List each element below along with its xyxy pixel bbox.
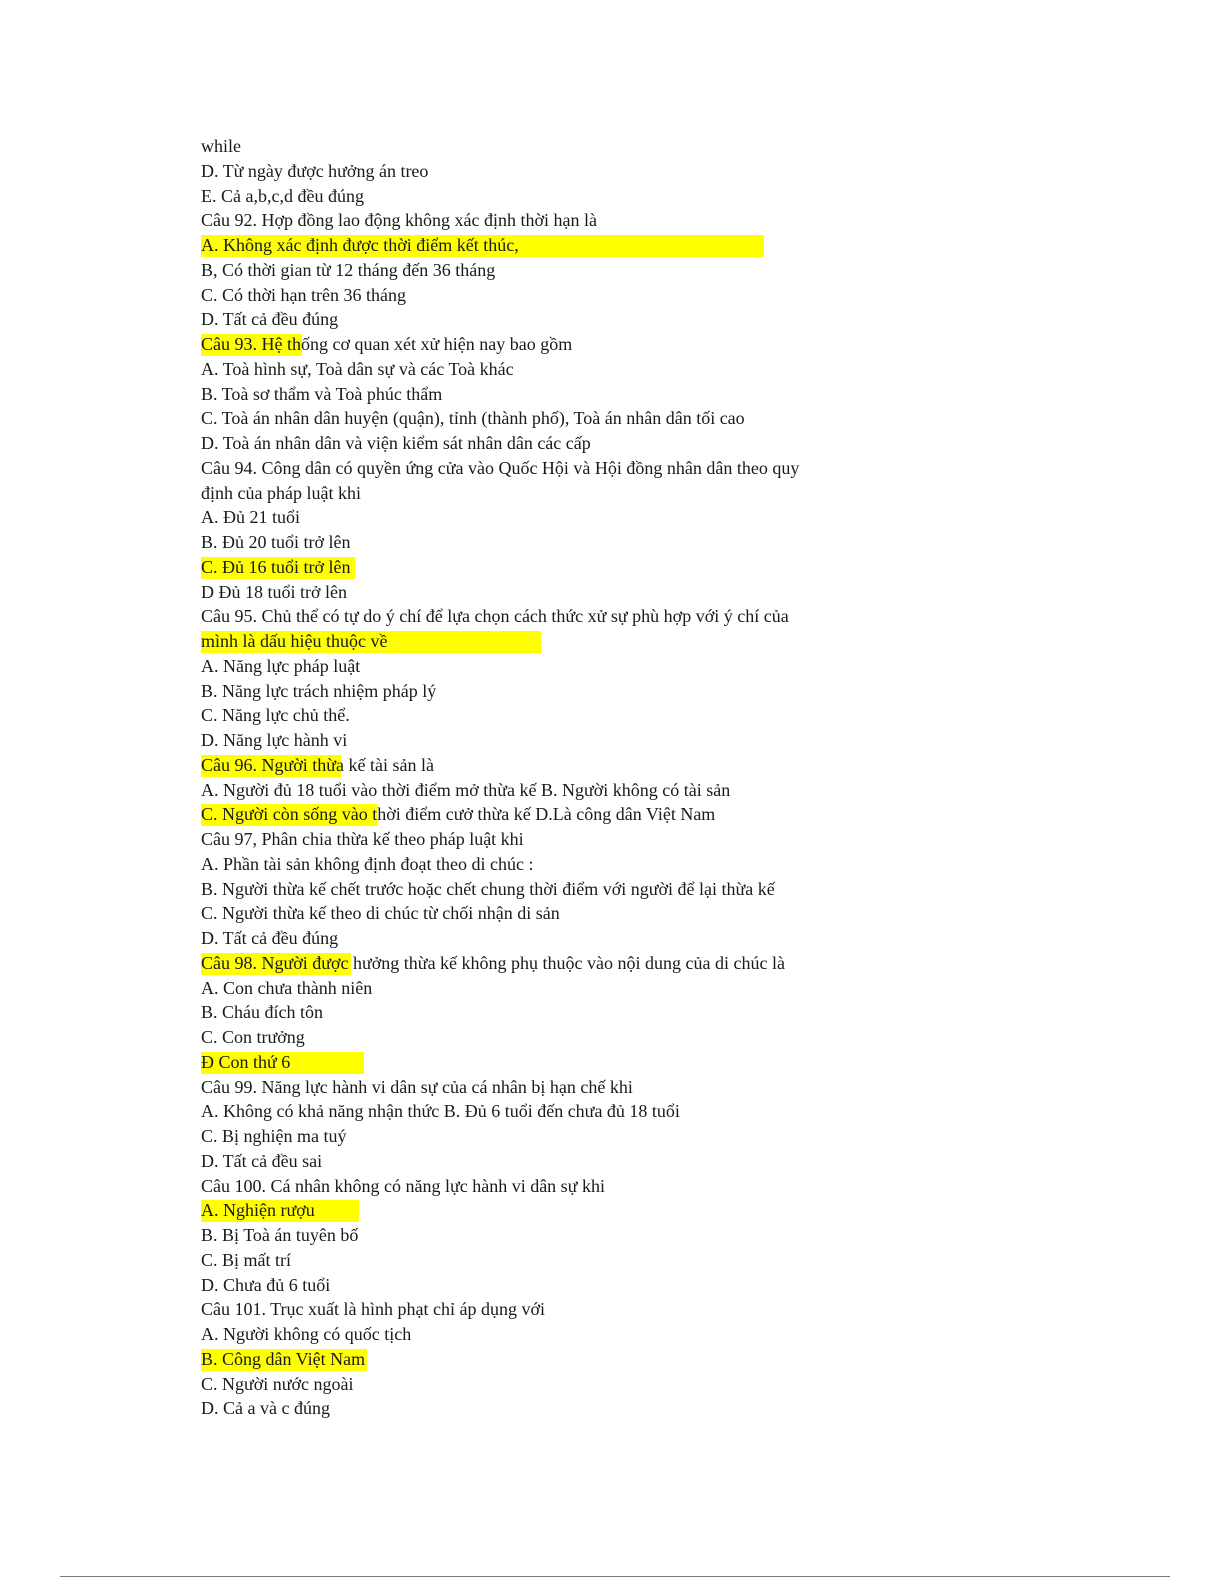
line-text: C. Người thừa kế theo di chúc từ chối nhận di sản: [201, 903, 560, 924]
answer-option-highlighted: [201, 1050, 1061, 1075]
line-text: Câu 97, Phân chia thừa kế theo pháp luật khi: [201, 829, 524, 849]
question-97: [201, 827, 1061, 852]
answer-option: [201, 505, 1061, 530]
answer-option-highlighted: [201, 1347, 1061, 1372]
answer-option: [201, 1248, 1061, 1273]
answer-option: [201, 406, 1061, 431]
line-text: C. Năng lực chủ thể.: [201, 705, 350, 726]
answer-option: [201, 1099, 1061, 1124]
line-text: B. Bị Toà án tuyên bố: [201, 1225, 359, 1245]
answer-option: [201, 1025, 1061, 1050]
answer-option: [201, 679, 1061, 704]
line-text: A. Đủ 21 tuổi: [201, 507, 300, 528]
answer-option: [201, 431, 1061, 456]
question-95: [201, 604, 1061, 629]
line-text: D. Năng lực hành vi: [201, 730, 348, 750]
line-text: E. Cả a,b,c,d đều đúng: [201, 185, 364, 206]
answer-option: [201, 580, 1061, 605]
line-text: Câu 98. Người được hưởng thừa kế không phụ thuộc vào nội dung của di chúc là: [201, 952, 785, 973]
answer-option: [201, 184, 1061, 209]
line-text: D. Từ ngày được hưởng án treo: [201, 160, 429, 181]
line-text: A. Nghiện rượu: [201, 1200, 315, 1221]
question-99: [201, 1075, 1061, 1100]
question-100: [201, 1174, 1061, 1199]
line-text: Câu 100. Cá nhân không có năng lực hành vi dân sự khi: [201, 1175, 605, 1196]
answer-option: [201, 1372, 1061, 1397]
line-text: A. Con chưa thành niên: [201, 977, 373, 998]
answer-option: [201, 778, 1061, 803]
answer-option: [201, 258, 1061, 283]
line-text: B. Cháu đích tôn: [201, 1002, 323, 1023]
line-text: định của pháp luật khi: [201, 482, 361, 503]
line-text: A. Không xác định được thời điểm kết thúc,: [201, 235, 519, 255]
line-text: D. Chưa đủ 6 tuổi: [201, 1274, 331, 1295]
line-text: Câu 94. Công dân có quyền ứng cửa vào Quốc Hội và Hội đồng nhân dân theo quy: [201, 457, 800, 478]
answer-option-highlighted: [201, 233, 1061, 258]
line-text: D. Tất cả đều đúng: [201, 309, 339, 330]
answer-option: [201, 1396, 1061, 1421]
answer-option: [201, 159, 1061, 184]
answer-option-highlighted: [201, 802, 1061, 827]
line-text: A. Người không có quốc tịch: [201, 1324, 412, 1344]
answer-option: [201, 728, 1061, 753]
question-98: [201, 951, 1061, 976]
line-text: A. Năng lực pháp luật: [201, 655, 361, 676]
document-body: [201, 134, 1061, 1421]
page-bottom-rule: [60, 1576, 1170, 1577]
line-text: C. Đủ 16 tuổi trở lên: [201, 556, 351, 577]
line-text: B. Công dân Việt Nam: [201, 1348, 366, 1369]
line-text: B. Đủ 20 tuổi trở lên: [201, 532, 351, 552]
line-text: mình là dấu hiệu thuộc về: [201, 631, 388, 651]
line-text: C. Có thời hạn trên 36 tháng: [201, 284, 406, 305]
answer-option-highlighted: [201, 555, 1061, 580]
line-text: C. Người còn sống vào thời điểm cưở thừa kế D.Là công dân Việt Nam: [201, 804, 716, 825]
answer-option-highlighted: [201, 1198, 1061, 1223]
line-text: C. Bị mất trí: [201, 1249, 291, 1270]
answer-option: [201, 976, 1061, 1001]
line-text: D. Toà án nhân dân và viện kiểm sát nhân dân các cấp: [201, 433, 591, 453]
line-text: B, Có thời gian từ 12 tháng đến 36 tháng: [201, 259, 496, 280]
line-text: Câu 92. Hợp đồng lao động không xác định thời hạn là: [201, 210, 597, 231]
line-text: D. Tất cả đều sai: [201, 1150, 323, 1171]
line-text: Câu 95. Chủ thể có tự do ý chí để lựa chọn cách thức xử sự phù hợp với ý chí của: [201, 606, 789, 627]
question-95-continued: [201, 629, 1061, 654]
line-text: D. Cả a và c đúng: [201, 1398, 330, 1419]
answer-option: [201, 1000, 1061, 1025]
answer-option: [201, 703, 1061, 728]
answer-option: [201, 654, 1061, 679]
answer-option: [201, 382, 1061, 407]
answer-option: [201, 307, 1061, 332]
text-line: [201, 134, 1061, 159]
line-text: Câu 99. Năng lực hành vi dân sự của cá nhân bị hạn chế khi: [201, 1076, 633, 1097]
answer-option: [201, 852, 1061, 877]
question-94: [201, 456, 1061, 481]
answer-option: [201, 926, 1061, 951]
line-text: C. Toà án nhân dân huyện (quận), tỉnh (thành phố), Toà án nhân dân tối cao: [201, 408, 745, 429]
answer-option: [201, 1149, 1061, 1174]
answer-option: [201, 1273, 1061, 1298]
answer-option: [201, 1322, 1061, 1347]
line-text: D. Tất cả đều đúng: [201, 928, 339, 948]
line-text: Câu 101. Trục xuất là hình phạt chỉ áp dụng với: [201, 1299, 545, 1320]
question-96: [201, 753, 1061, 778]
answer-option: [201, 1223, 1061, 1248]
answer-option: [201, 901, 1061, 926]
line-text: Đ Con thứ 6: [201, 1051, 291, 1072]
question-94-continued: [201, 481, 1061, 506]
line-text: A. Phần tài sản không định đoạt theo di chúc :: [201, 853, 534, 874]
line-text: Câu 93. Hệ thống cơ quan xét xử hiện nay bao gồm: [201, 334, 573, 354]
answer-option: [201, 1124, 1061, 1149]
answer-option: [201, 357, 1061, 382]
answer-option: [201, 530, 1061, 555]
line-text: B. Người thừa kế chết trước hoặc chết chung thời điểm với người để lại thừa kế: [201, 878, 775, 899]
line-text: C. Bị nghiện ma tuý: [201, 1126, 347, 1146]
line-text: C. Người nước ngoài: [201, 1373, 354, 1394]
answer-option: [201, 283, 1061, 308]
line-text: A. Người đủ 18 tuổi vào thời điểm mở thừa kế B. Người không có tài sản: [201, 779, 731, 800]
line-text: D Đủ 18 tuổi trở lên: [201, 581, 348, 602]
line-text: Câu 96. Người thừa kế tài sản là: [201, 754, 434, 775]
line-text: A. Không có khả năng nhận thức B. Đủ 6 tuổi đến chưa đủ 18 tuổi: [201, 1101, 680, 1122]
line-text: A. Toà hình sự, Toà dân sự và các Toà khác: [201, 358, 514, 379]
line-text: while: [201, 136, 241, 156]
question-101: [201, 1297, 1061, 1322]
question-92: [201, 208, 1061, 233]
question-93: [201, 332, 1061, 357]
line-text: B. Năng lực trách nhiệm pháp lý: [201, 680, 437, 701]
answer-option: [201, 877, 1061, 902]
line-text: C. Con trưởng: [201, 1027, 305, 1047]
line-text: B. Toà sơ thẩm và Toà phúc thẩm: [201, 383, 443, 404]
